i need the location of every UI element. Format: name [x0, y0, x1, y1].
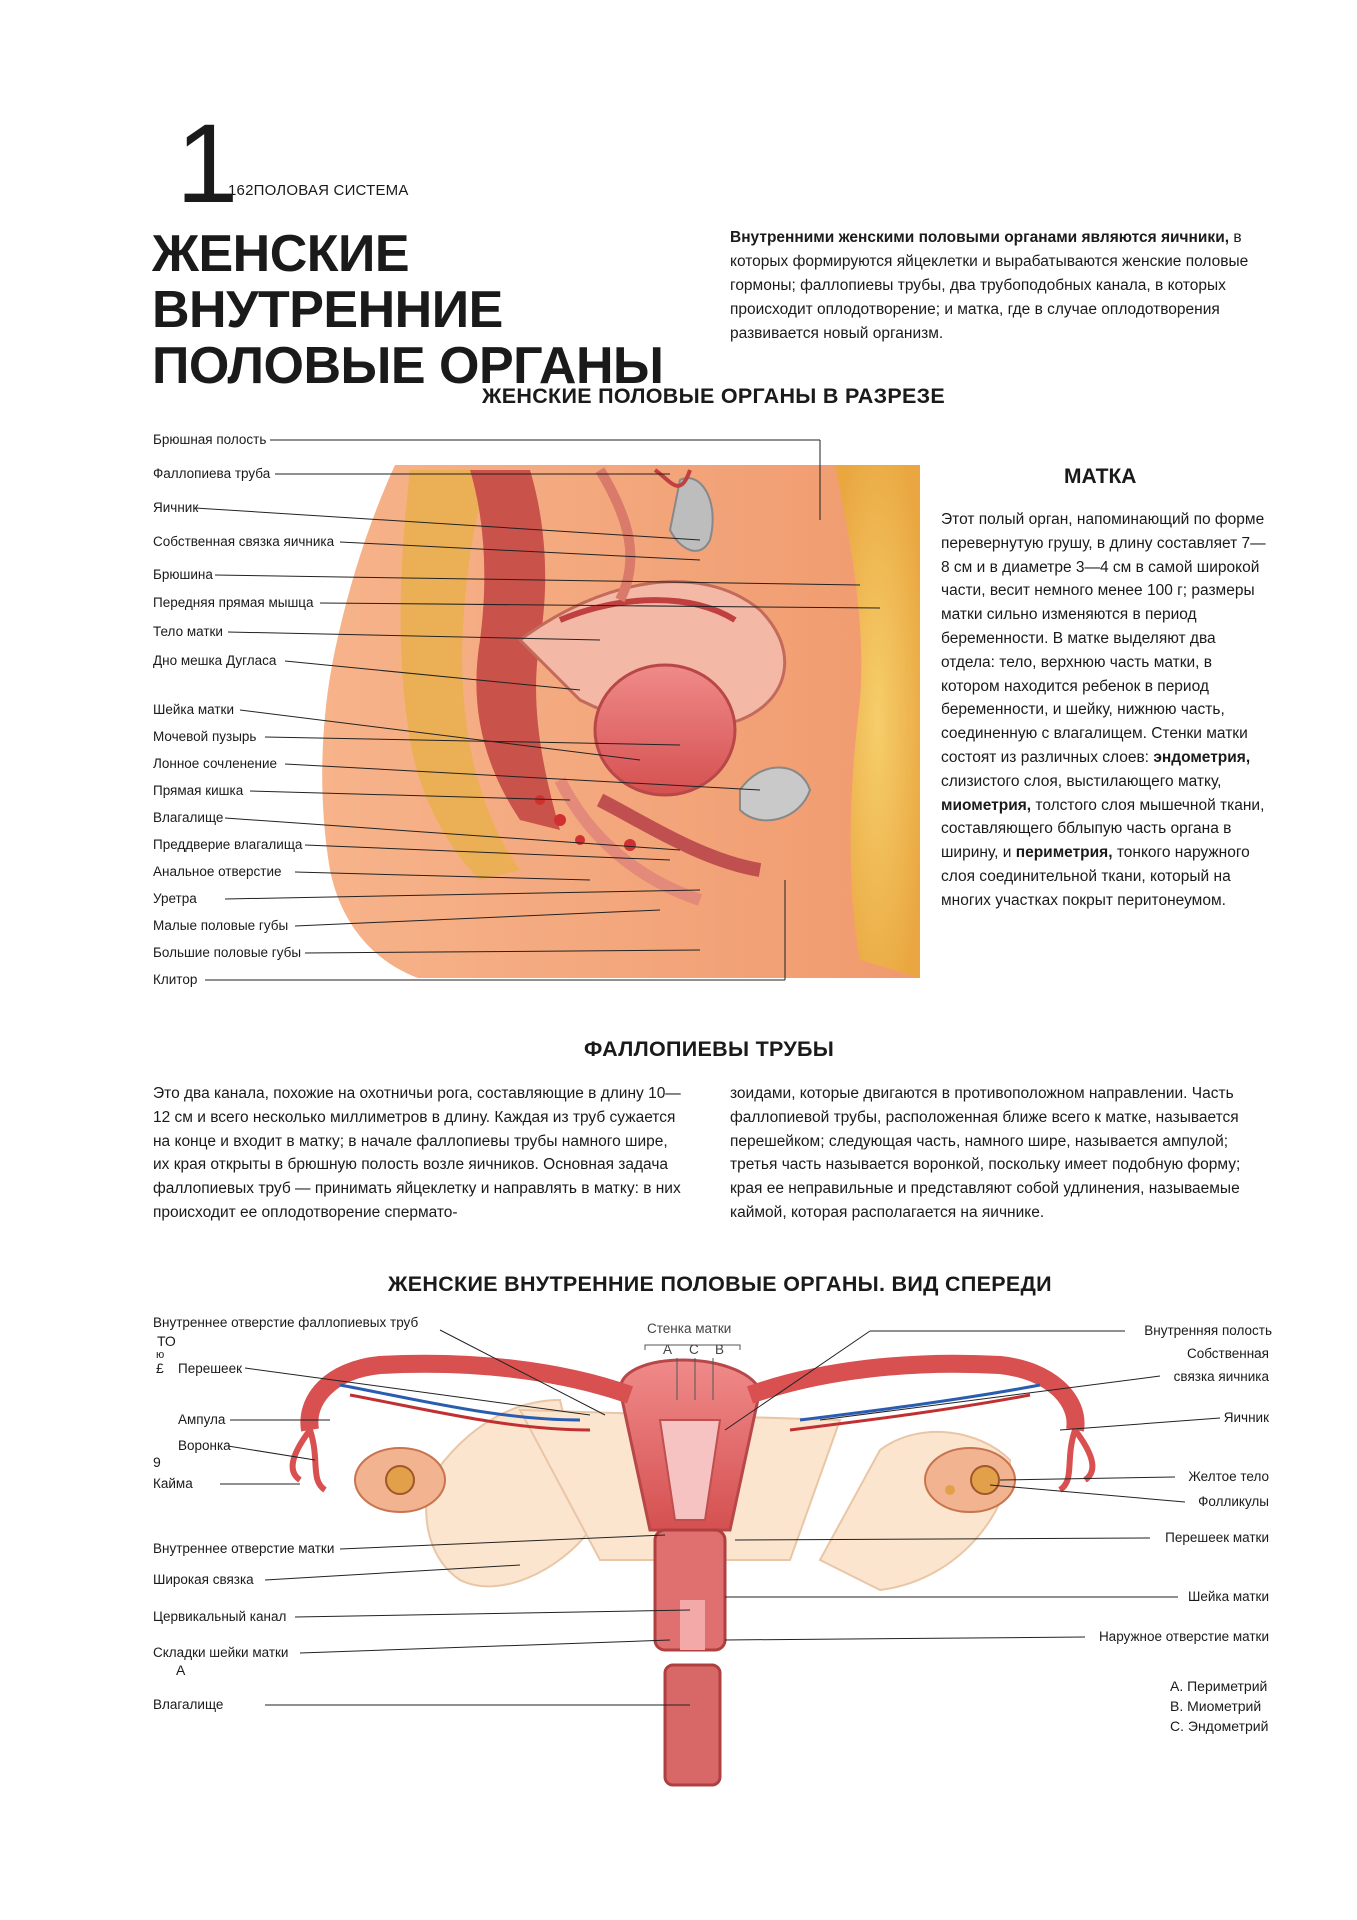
label-tube-isthmus: Перешеек — [178, 1361, 242, 1376]
stray-mark-5: А — [176, 1662, 186, 1678]
front-view-title: ЖЕНСКИЕ ВНУТРЕННИЕ ПОЛОВЫЕ ОРГАНЫ. ВИД СПЕРЕДИ — [388, 1272, 1052, 1296]
label-rectum: Прямая кишка — [153, 783, 244, 798]
uterus-term-endometrium: эндометрия, — [1153, 748, 1251, 766]
label-inner-cavity: Внутренняя полость — [1144, 1323, 1272, 1338]
label-vestibule: Преддверие влагалища — [153, 837, 303, 852]
stray-mark-1: ТО — [157, 1333, 176, 1349]
label-inner-os: Внутреннее отверстие матки — [153, 1541, 335, 1556]
label-ovary: Яичник — [153, 500, 199, 515]
label-fimbria: Кайма — [153, 1476, 193, 1491]
label-ampulla: Ампула — [178, 1412, 226, 1427]
label-vagina: Влагалище — [153, 810, 224, 825]
label-front-ovary: Яичник — [1223, 1410, 1269, 1425]
uterus-term-myometrium: миометрия, — [941, 796, 1032, 814]
legend-item-myometrium: В. Миометрий — [1170, 1698, 1262, 1714]
uterus-text-4: тонкого наружного слоя соединительной ткани, который на многих участках покрыт перитонеумом. — [941, 844, 1250, 909]
label-anus: Анальное отверстие — [153, 864, 282, 879]
intro-text: в которых формируются яйцеклетки и вырабатываются женские половые гормоны; фаллопиевы трубы, два трубоподобных канала, в которых происходит оплодотворение; и матка, где в случае оплодотворения развивается новый организм. — [730, 229, 1249, 342]
cross-section-illustration — [322, 465, 920, 978]
label-ovary-ligament-2: связка яичника — [1173, 1369, 1269, 1384]
chapter-number: 1 — [176, 101, 237, 226]
label-cervical-canal: Цервикальный канал — [153, 1609, 287, 1624]
label-ovarian-ligament: Собственная связка яичника — [153, 534, 335, 549]
uterus-text-2: слизистого слоя, выстилающего матку, — [941, 772, 1222, 790]
uterus-term-perimetrium: периметрия, — [1015, 844, 1113, 862]
label-urethra: Уретра — [153, 891, 197, 906]
label-abdominal-cavity: Брюшная полость — [153, 432, 267, 447]
label-uterine-wall: Стенка матки — [647, 1321, 732, 1336]
label-cervix-folds: Складки шейки матки — [153, 1645, 289, 1660]
label-cervix: Шейка матки — [153, 702, 235, 717]
intro-bold-2: яичники, — [1160, 229, 1230, 246]
label-front-cervix: Шейка матки — [1187, 1589, 1269, 1604]
front-view-illustration — [293, 1360, 1093, 1785]
legend-item-endometrium: С. Эндометрий — [1170, 1718, 1269, 1734]
label-uterine-isthmus: Перешеек матки — [1165, 1530, 1269, 1545]
wall-letter-b: B — [715, 1342, 725, 1357]
label-follicles: Фолликулы — [1198, 1494, 1269, 1509]
label-peritoneum: Брюшина — [153, 567, 213, 582]
label-douglas-pouch: Дно мешка Дугласа — [153, 653, 277, 668]
section-label: 162ПОЛОВАЯ СИСТЕМА — [228, 182, 409, 199]
uterus-text-3: толстого слоя мышечной ткани, составляющего бблыпую часть органа в ширину, и — [941, 796, 1265, 862]
label-pubic-symphysis: Лонное сочленение — [153, 756, 278, 771]
fallopian-heading: ФАЛЛОПИЕВЫ ТРУБЫ — [584, 1037, 835, 1061]
legend-item-perimetrium: А. Периметрий — [1170, 1678, 1268, 1694]
label-rectus-muscle: Передняя прямая мышца — [153, 595, 314, 610]
label-broad-ligament: Широкая связка — [153, 1572, 254, 1587]
stray-mark-3: £ — [156, 1360, 164, 1376]
stray-mark-2: ю — [156, 1349, 165, 1361]
label-front-vagina: Влагалище — [153, 1697, 224, 1712]
cross-section-title: ЖЕНСКИЕ ПОЛОВЫЕ ОРГАНЫ В РАЗРЕЗЕ — [482, 384, 946, 408]
label-clitoris: Клитор — [153, 972, 198, 987]
label-uterus-body: Тело матки — [153, 624, 223, 639]
wall-letter-a: A — [663, 1342, 673, 1357]
label-bladder: Мочевой пузырь — [153, 729, 257, 744]
stray-mark-4: 9 — [153, 1454, 161, 1470]
wall-letter-c: C — [689, 1342, 699, 1357]
uterus-description — [941, 508, 1271, 913]
label-outer-os: Наружное отверстие матки — [1098, 1629, 1269, 1644]
uterus-text-1: Этот полый орган, напоминающий по форме перевернутую грушу, в длину составляет 7—8 см и в диаметре 3—4 см в самой широкой части, весит немного менее 100 г; размеры матки сильно изменяются в период беременности. В матке выделяют два отдела: тело, верхнюю часть матки, в котором находится ребенок в период беременности, и шейку, нижнюю часть, соединенную с влагалищем. Стенки матки состоят из различных слоев: — [941, 511, 1266, 766]
page-title-line1: ЖЕНСКИЕ ВНУТРЕННИЕ — [152, 225, 503, 339]
fallopian-col2: зоидами, которые двигаются в противоположном направлении. Часть фаллопиевой трубы, расположенная ближе всего к матке, называется перешейком; следующая часть, намного шире, называется ампулой; третья часть называется воронкой, поскольку имеет подобную форму; края ее неправильные и представляют собой удлинения, называемые каймой, которая располагается на яичнике. — [730, 1085, 1241, 1221]
label-labia-minora: Малые половые губы — [153, 918, 289, 933]
label-corpus-luteum: Желтое тело — [1188, 1469, 1269, 1484]
label-ovary-ligament-1: Собственная — [1186, 1346, 1269, 1361]
fallopian-col1: Это два канала, похожие на охотничьи рога, составляющие в длину 10—12 см и всего несколько миллиметров в длину. Каждая из труб сужается на конце и входит в матку; в начале фаллопиевы трубы намного шире, их края открыты в брюшную полость возле яичников. Основная задача фаллопиевых труб — принимать яйцеклетку и направлять в матку: в них происходит ее оплодотворение спермато- — [153, 1085, 681, 1221]
wall-layers-legend — [1170, 1676, 1268, 1736]
intro-bold-1: Внутренними женскими половыми органами являются — [730, 229, 1157, 246]
label-inner-tube-opening: Внутреннее отверстие фаллопиевых труб — [153, 1315, 419, 1330]
page-title-line2: ПОЛОВЫЕ ОРГАНЫ — [152, 337, 664, 395]
label-labia-majora: Большие половые губы — [153, 945, 302, 960]
label-fallopian-tube: Фаллопиева труба — [153, 466, 271, 481]
label-funnel: Воронка — [178, 1438, 231, 1453]
uterus-heading: МАТКА — [1064, 465, 1137, 488]
